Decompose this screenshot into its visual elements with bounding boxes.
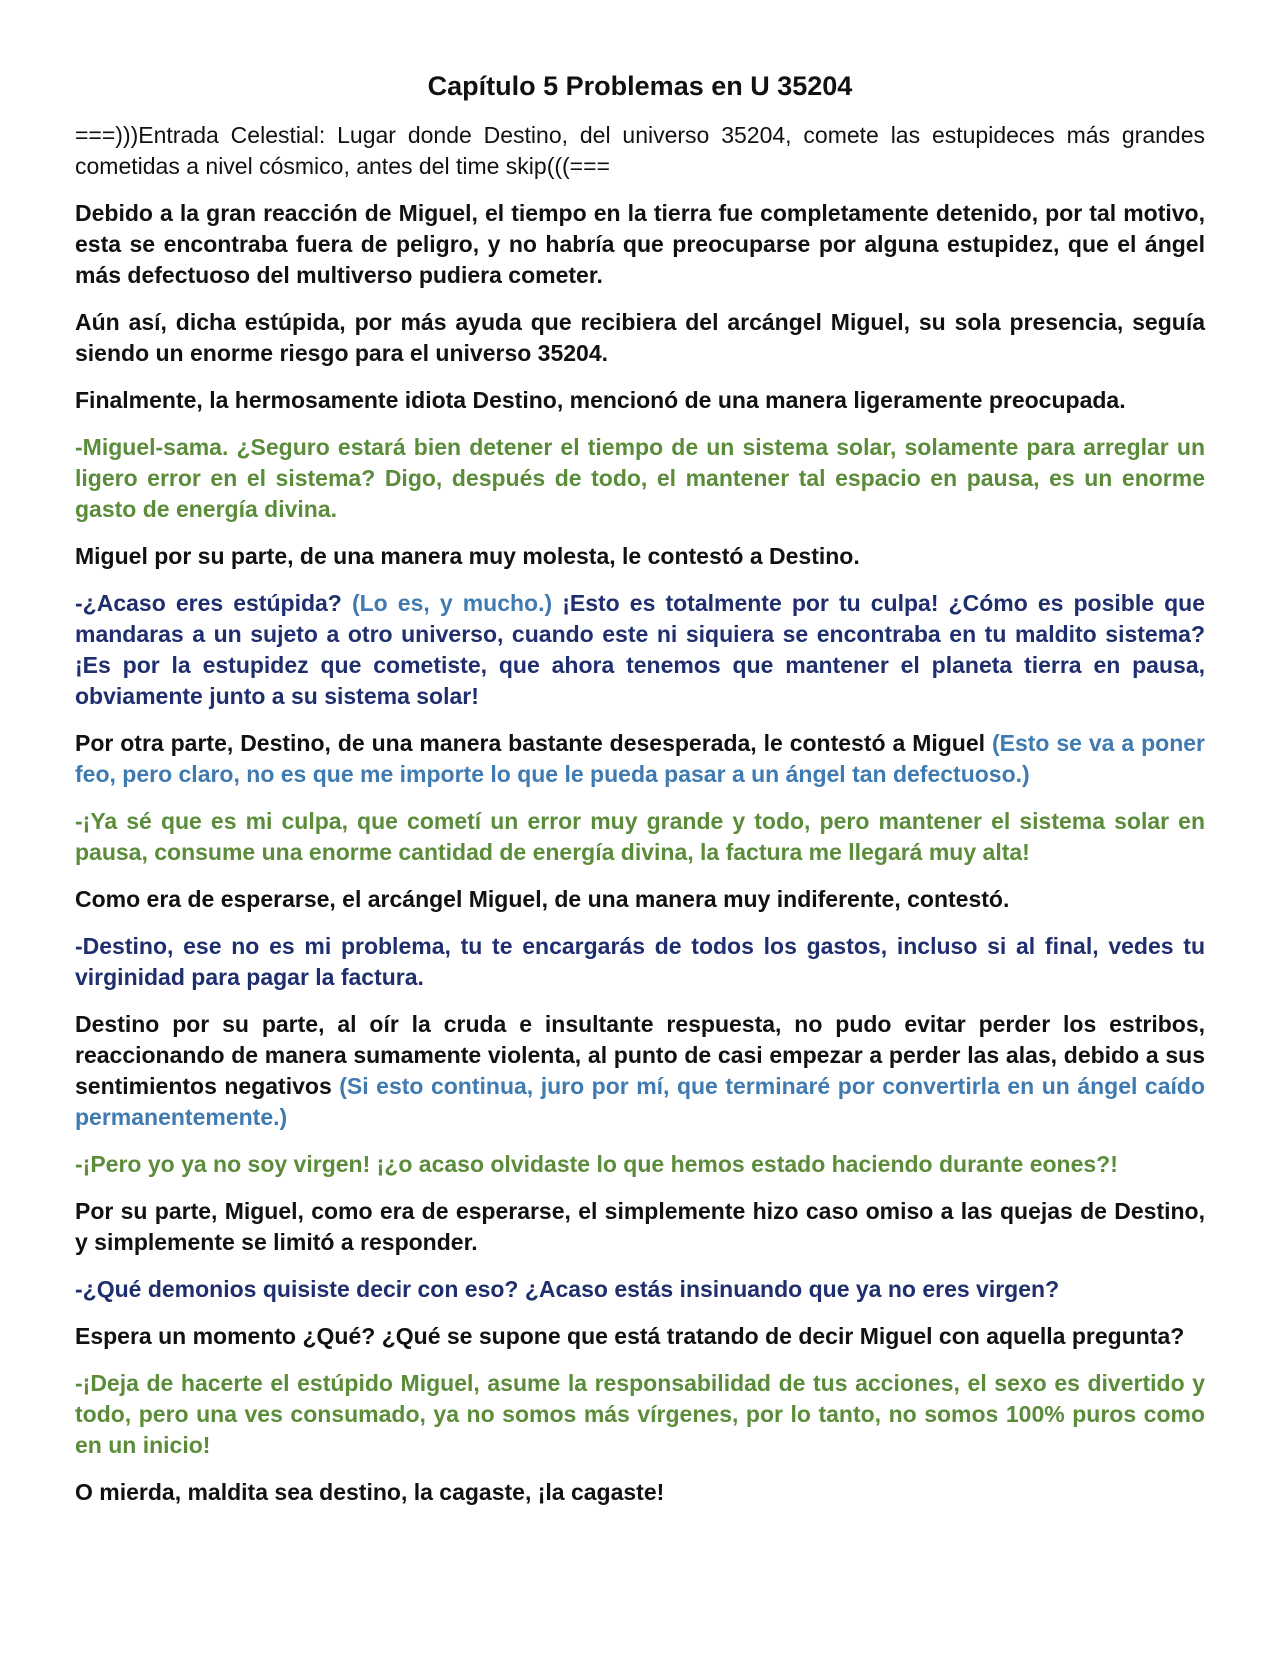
destino-dialogue: -¡Deja de hacerte el estúpido Miguel, asume la responsabilidad de tus acciones, el sexo es divertido y todo, pero una ves consumado, ya no somos más vírgenes, por lo tanto, no somos 100% puros como en un inicio! xyxy=(75,1370,1205,1459)
narrator-aside: (Esto se va a poner feo, pero claro, no es que me importe lo que le pueda pasar a un ángel tan defectuoso.) xyxy=(75,730,1205,788)
narration-paragraph: Por su parte, Miguel, como era de esperarse, el simplemente hizo caso omiso a las quejas de Destino, y simplemente se limitó a responder. xyxy=(75,1198,1205,1256)
narrator-aside: (Lo es, y mucho.) xyxy=(351,590,553,617)
miguel-dialogue: -Destino, ese no es mi problema, tu te encargarás de todos los gastos, incluso si al final, vedes tu virginidad para pagar la factura. xyxy=(75,933,1205,991)
scene-header: ===)))Entrada Celestial: Lugar donde Destino, del universo 35204, comete las estupideces más grandes cometidas a nivel cósmico, antes del time skip(((=== xyxy=(75,122,1205,180)
narrator-aside: (Si esto continua, juro por mí, que terminaré por convertirla en un ángel caído permanentemente.) xyxy=(75,1073,1205,1131)
narration-paragraph: Espera un momento ¿Qué? ¿Qué se supone que está tratando de decir Miguel con aquella pregunta? xyxy=(75,1323,1185,1350)
narration-paragraph xyxy=(75,1009,1205,1133)
narration-text: Por otra parte, Destino, de una manera bastante desesperada, le contestó a Miguel xyxy=(75,730,992,757)
destino-dialogue: -¡Pero yo ya no soy virgen! ¡¿o acaso olvidaste lo que hemos estado haciendo durante eones?! xyxy=(75,1151,1118,1178)
narration-paragraph: Miguel por su parte, de una manera muy molesta, le contestó a Destino. xyxy=(75,543,860,570)
document-page xyxy=(75,70,1205,1524)
chapter-title: Capítulo 5 Problemas en U 35204 xyxy=(427,71,853,101)
miguel-dialogue xyxy=(75,588,1205,712)
narration-paragraph: Como era de esperarse, el arcángel Miguel, de una manera muy indiferente, contestó. xyxy=(75,886,1010,913)
narration-paragraph: O mierda, maldita sea destino, la cagaste, ¡la cagaste! xyxy=(75,1479,665,1506)
dialogue-text: -¿Acaso eres estúpida? xyxy=(75,590,352,617)
narration-paragraph: Aún así, dicha estúpida, por más ayuda que recibiera del arcángel Miguel, su sola presencia, seguía siendo un enorme riesgo para el universo 35204. xyxy=(75,309,1205,367)
miguel-dialogue: -¿Qué demonios quisiste decir con eso? ¿Acaso estás insinuando que ya no eres virgen? xyxy=(75,1276,1060,1303)
destino-dialogue: -¡Ya sé que es mi culpa, que cometí un error muy grande y todo, pero mantener el sistema solar en pausa, consume una enorme cantidad de energía divina, la factura me llegará muy alta! xyxy=(75,808,1205,866)
narration-text: Destino por su parte, al oír la cruda e insultante respuesta, no pudo evitar perder los estribos, reaccionando de manera sumamente violenta, al punto de casi empezar a perder las alas, debido a sus sentimientos negativos xyxy=(75,1011,1205,1100)
narration-paragraph: Debido a la gran reacción de Miguel, el tiempo en la tierra fue completamente detenido, por tal motivo, esta se encontraba fuera de peligro, y no habría que preocuparse por alguna estupidez, que el ángel más defectuoso del multiverso pudiera cometer. xyxy=(75,200,1205,289)
narration-paragraph xyxy=(75,728,1205,790)
narration-paragraph: Finalmente, la hermosamente idiota Destino, mencionó de una manera ligeramente preocupada. xyxy=(75,387,1126,414)
destino-dialogue: -Miguel-sama. ¿Seguro estará bien detener el tiempo de un sistema solar, solamente para arreglar un ligero error en el sistema? Digo, después de todo, el mantener tal espacio en pausa, es un enorme gasto de energía divina. xyxy=(75,434,1205,523)
dialogue-text: ¡Esto es totalmente por tu culpa! ¿Cómo es posible que mandaras a un sujeto a otro universo, cuando este ni siquiera se encontraba en tu maldito sistema? ¡Es por la estupidez que cometiste, que ahora tenemos que mantener el planeta tierra en pausa, obviamente junto a su sistema solar! xyxy=(75,590,1205,710)
